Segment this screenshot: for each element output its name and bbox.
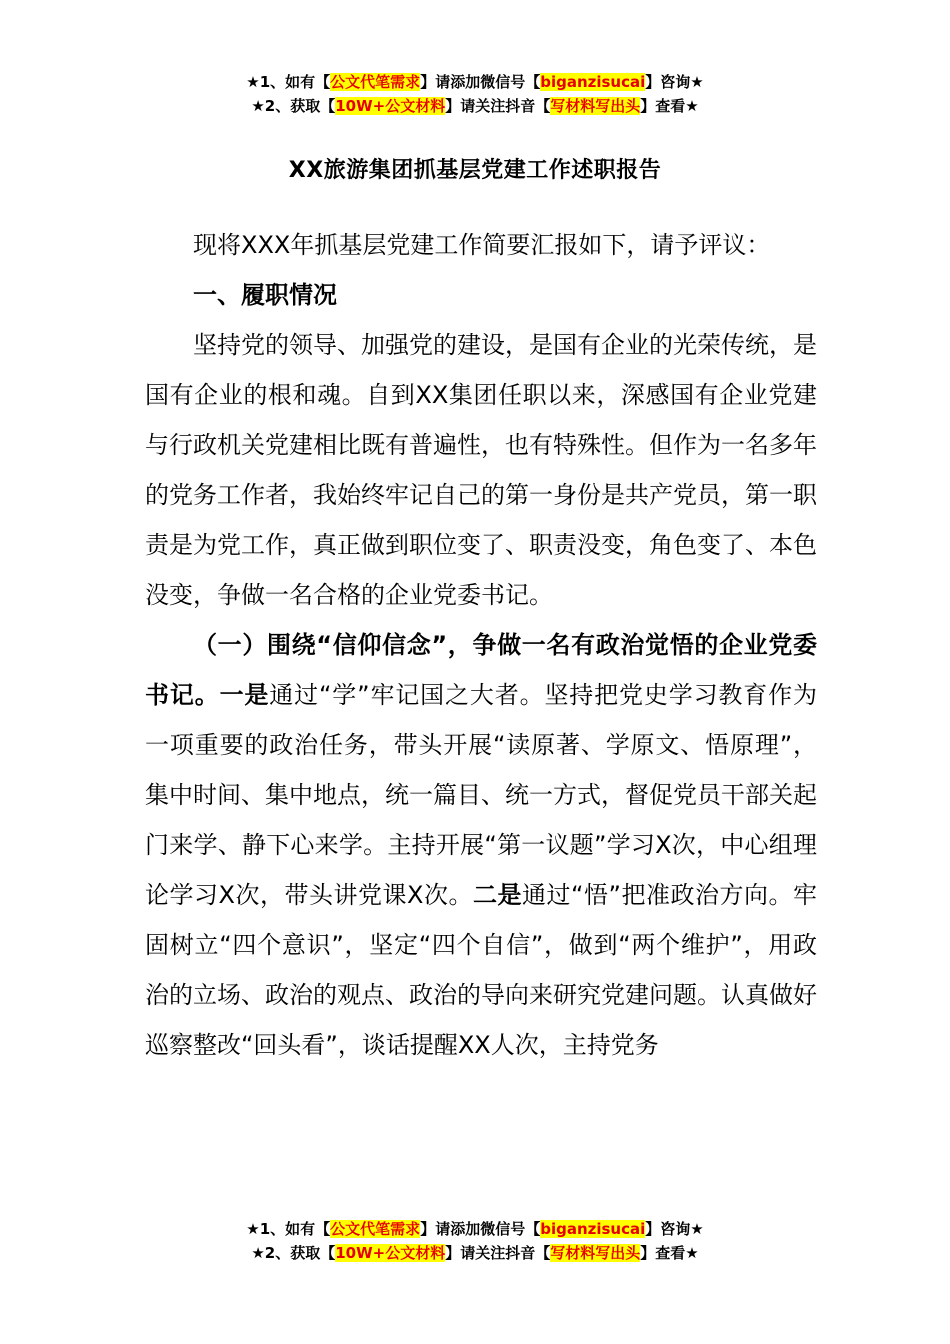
highlight: 10W+公文材料: [335, 97, 446, 115]
highlight: 10W+公文材料: [335, 1244, 446, 1262]
paragraph: （一）围绕“信仰信念”，争做一名有政治觉悟的企业党委书记。一是通过“学”牢记国之大者。坚持把党史学习教育作为一项重要的政治任务，带头开展“读原著、学原文、悟原理”，集中时间、集中地点，统一篇目、统一方式，督促党员干部关起门来学、静下心来学。主持开展“第一议题”学习X次，中心组理论学习X次，带头讲党课X次。二是通过“悟”把准政治方向。牢固树立“四个意识”，坚定“四个自信”，做到“两个维护”，用政治的立场、政治的观点、政治的导向来研究党建问题。认真做好巡察整改“回头看”，谈话提醒XX人次，主持党务: [145, 631, 818, 1059]
section-heading: 一、履职情况: [193, 281, 337, 309]
highlight: 写材料写出头: [550, 1244, 641, 1262]
subsection-heading: （一）围绕“信仰信念”，争做一名有政治觉悟的企业党委书记。: [145, 631, 817, 709]
highlight: biganzisucai: [540, 73, 646, 91]
highlight: biganzisucai: [540, 1220, 646, 1238]
lead-phrase: 一是: [219, 681, 270, 709]
lead-phrase: 二是: [473, 881, 523, 909]
footer-banner: [0, 1217, 950, 1265]
highlight: 公文代笔需求: [330, 1220, 421, 1238]
highlight: 公文代笔需求: [330, 73, 421, 91]
paragraph: 坚持党的领导、加强党的建设，是国有企业的光荣传统，是国有企业的根和魂。自到XX集团任职以来，深感国有企业党建与行政机关党建相比既有普遍性，也有特殊性。但作为一名多年的党务工作者，我始终牢记自己的第一身份是共产党员，第一职责是为党工作，真正做到职位变了、职责没变，角色变了、本色没变，争做一名合格的企业党委书记。: [145, 331, 817, 609]
highlight: 写材料写出头: [550, 97, 641, 115]
intro-paragraph: 现将XXX年抓基层党建工作简要汇报如下，请予评议：: [193, 231, 771, 259]
footer-banner-line-2: ★2、获取【10W+公文材料】请关注抖音【写材料写出头】查看★: [251, 1244, 699, 1262]
header-banner-line-2: ★2、获取【10W+公文材料】请关注抖音【写材料写出头】查看★: [251, 97, 699, 115]
document-body: [145, 220, 817, 1070]
footer-banner-line-1: ★1、如有【公文代笔需求】请添加微信号【biganzisucai】咨询★: [246, 1220, 704, 1238]
header-banner-line-1: ★1、如有【公文代笔需求】请添加微信号【biganzisucai】咨询★: [246, 73, 704, 91]
header-banner: [0, 70, 950, 118]
document-title: XX旅游集团抓基层党建工作述职报告: [288, 158, 662, 183]
